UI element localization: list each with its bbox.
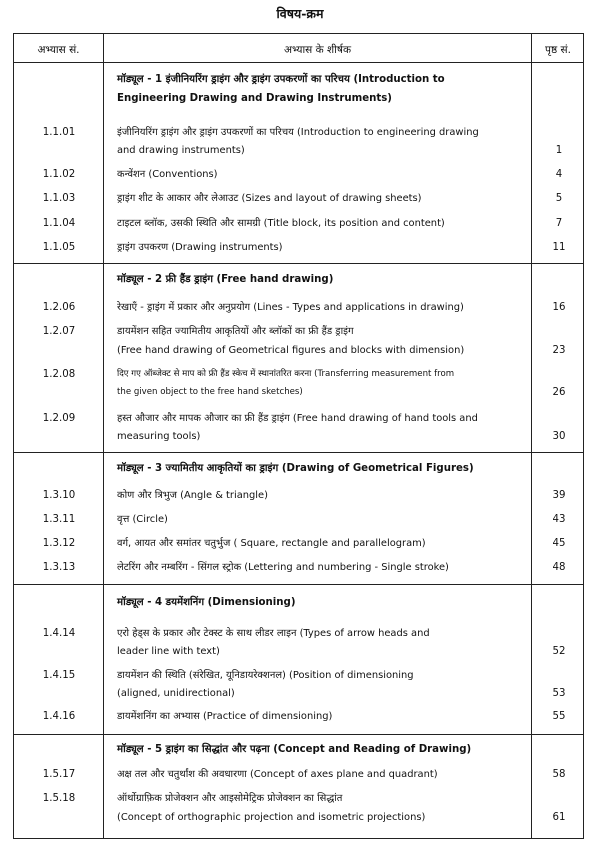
exercise-number: 1.2.08 [42,369,76,380]
exercise-number: 1.3.10 [42,490,76,501]
page-number: 16 [552,302,566,313]
exercise-title: टाइटल ब्लॉक, उसकी स्थिति और सामग्री (Title block, its position and content) [117,218,445,229]
exercise-title: इंजीनियरिंग ड्राइंग और ड्राइंग उपकरणों का परिचय (Introduction to engineering drawing [117,127,479,138]
page-number: 58 [552,769,566,780]
page-number: 7 [555,218,563,229]
exercise-title: measuring tools) [117,431,201,442]
exercise-number: 1.4.16 [42,711,76,722]
page-number: 30 [552,431,566,442]
exercise-title: (Concept of orthographic projection and isometric projections) [117,812,426,823]
exercise-title: डायमेंशनिंग का अभ्यास (Practice of dimensioning) [117,711,333,722]
exercise-number: 1.1.02 [42,169,76,180]
exercise-title: कोण और त्रिभुज (Angle & triangle) [117,490,268,501]
exercise-title: (Free hand drawing of Geometrical figures and blocks with dimension) [117,345,465,356]
page-number: 61 [552,812,566,823]
exercise-title: ड्राइंग शीट के आकार और लेआउट (Sizes and layout of drawing sheets) [117,193,422,204]
page-number: 45 [552,538,566,549]
exercise-title: and drawing instruments) [117,145,245,156]
exercise-number: 1.4.14 [42,628,76,639]
page-number: 11 [552,242,566,253]
exercise-number: 1.1.01 [42,127,76,138]
page-title: विषय-क्रम [276,6,324,21]
exercise-number: 1.5.18 [42,793,76,804]
page-number: 43 [552,514,566,525]
module-title: मॉड्यूल - 4 डयमेंशनिंग (Dimensioning) [117,597,296,608]
contents-table [13,33,584,839]
exercise-number: 1.3.12 [42,538,76,549]
module-divider [14,452,583,453]
module-title: मॉड्यूल - 1 इंजीनियरिंग ड्राइंग और ड्राइंग उपकरणों का परिचय (Introduction to [117,74,445,85]
header-divider [14,62,583,63]
exercise-title: लेटरिंग और नम्बरिंग - सिंगल स्ट्रोक (Lettering and numbering - Single stroke) [117,562,449,573]
exercise-title: ऑर्थोग्राफ़िक प्रोजेक्शन और आइसोमेट्रिक प्रोजेक्शन का सिद्धांत [117,793,343,804]
exercise-title: (aligned, unidirectional) [117,688,235,699]
exercise-title: वृत्त (Circle) [117,514,168,525]
exercise-title: डायमेंशन सहित ज्यामितीय आकृतियों और ब्लॉकों का फ्री हैंड ड्राइंग [117,326,354,337]
exercise-number: 1.1.03 [42,193,76,204]
exercise-number: 1.2.07 [42,326,76,337]
exercise-number: 1.3.13 [42,562,76,573]
page-number: 53 [552,688,566,699]
exercise-number: 1.1.04 [42,218,76,229]
exercise-title: कन्वेंशन (Conventions) [117,169,218,180]
page-number: 1 [555,145,563,156]
exercise-number: 1.5.17 [42,769,76,780]
exercise-number: 1.1.05 [42,242,76,253]
module-divider [14,263,583,264]
exercise-title: the given object to the free hand sketches) [117,387,303,397]
page-number: 39 [552,490,566,501]
exercise-title: रेखाएँ - ड्राइंग में प्रकार और अनुप्रयोग (Lines - Types and applications in drawing) [117,302,464,313]
module-divider [14,734,583,735]
page-number: 26 [552,387,566,398]
exercise-title: दिए गए ऑब्जेक्ट से माप को फ्री हैंड स्केच में स्थानांतरित करना (Transferring measurement from [117,369,455,379]
exercise-title: डायमेंशन की स्थिति (संरेखित, यूनिडायरेक्शनल) (Position of dimensioning [117,670,414,681]
module-divider [14,584,583,585]
page-number: 23 [552,345,566,356]
page-number: 4 [555,169,563,180]
exercise-number: 1.3.11 [42,514,76,525]
module-title: मॉड्यूल - 2 फ्री हैंड ड्राइंग (Free hand drawing) [117,274,334,285]
module-title: मॉड्यूल - 3 ज्यामितीय आकृतियों का ड्राइंग (Drawing of Geometrical Figures) [117,463,474,474]
header-page-no: पृष्ठ सं. [545,44,571,56]
page-number: 48 [552,562,566,573]
page-number: 5 [555,193,563,204]
module-title: Engineering Drawing and Drawing Instruments) [117,93,392,104]
exercise-number: 1.4.15 [42,670,76,681]
exercise-title: अक्ष तल और चतुर्थांश की अवधारणा (Concept of axes plane and quadrant) [117,769,438,780]
exercise-number: 1.2.06 [42,302,76,313]
page-number: 55 [552,711,566,722]
exercise-number: 1.2.09 [42,413,76,424]
exercise-title: हस्त औजार और मापक औजार का फ्री हैंड ड्राइंग (Free hand drawing of hand tools and [117,413,478,424]
module-title: मॉड्यूल - 5 ड्राइंग का सिद्धांत और पढ़ना (Concept and Reading of Drawing) [117,744,472,755]
exercise-title: ड्राइंग उपकरण (Drawing instruments) [117,242,283,253]
exercise-title: वर्ग, आयत और समांतर चतुर्भुज ( Square, rectangle and parallelogram) [117,538,426,549]
header-exercise-no: अभ्यास सं. [37,44,80,56]
header-exercise-title: अभ्यास के शीर्षक [283,44,352,56]
exercise-title: एरो हेड्स के प्रकार और टेक्स्ट के साथ लीडर लाइन (Types of arrow heads and [117,628,430,639]
exercise-title: leader line with text) [117,646,220,657]
page-number: 52 [552,646,566,657]
